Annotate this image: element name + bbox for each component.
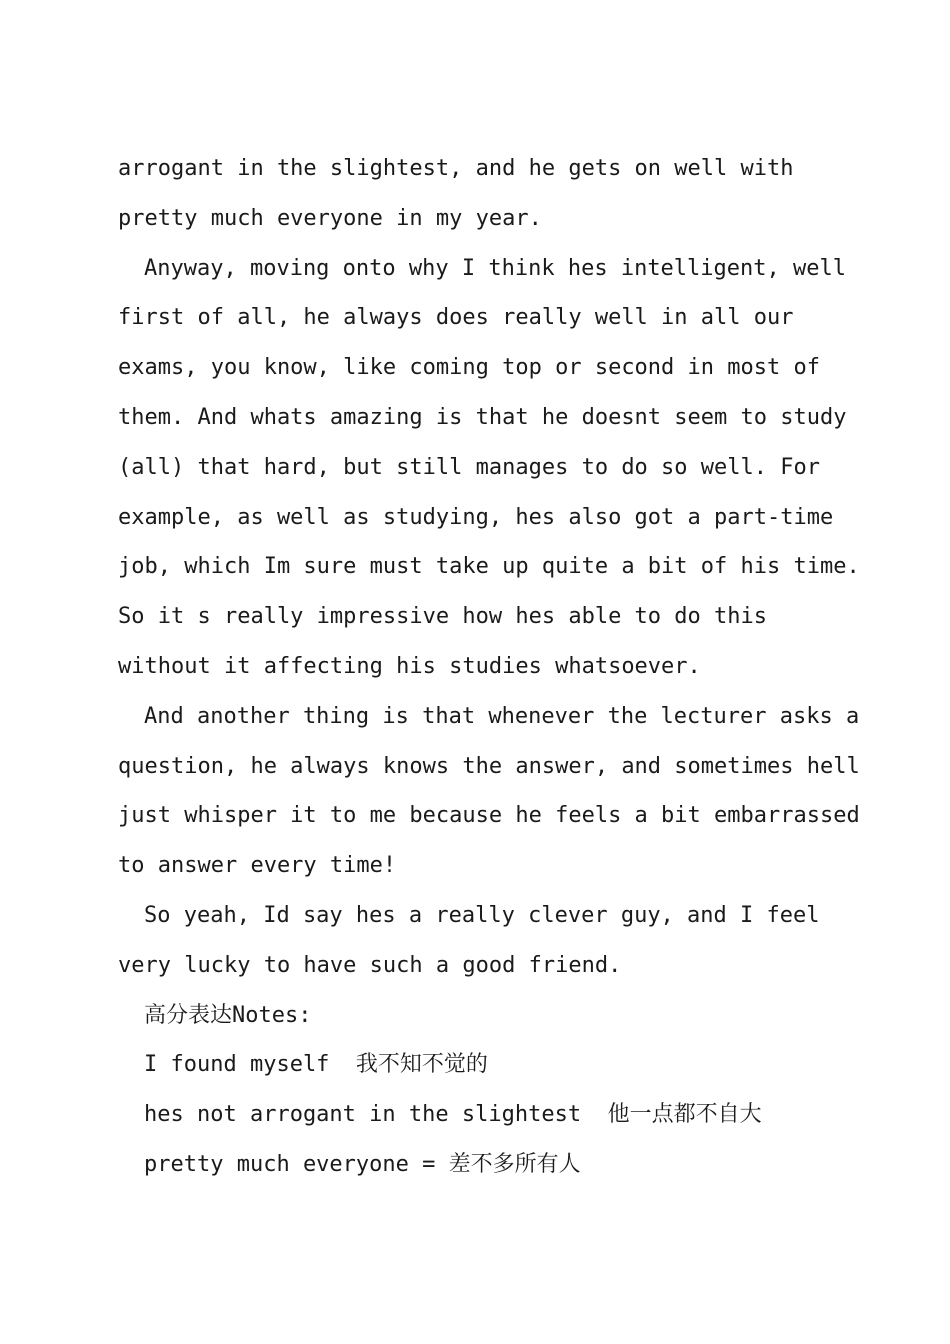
text-line: exams, you know, like coming top or second in most of (118, 355, 820, 381)
text-line: So yeah, Id say hes a really clever guy, and I feel (144, 902, 820, 928)
text-line: arrogant in the slightest, and he gets on well with (118, 156, 794, 181)
note-line: pretty much everyone = 差不多所有人 (144, 1151, 581, 1177)
text-line: So it s really impressive how hes able to do this (118, 604, 768, 630)
text-line: Anyway, moving onto why I think hes intelligent, well (144, 255, 846, 281)
text-line: job, which Im sure must take up quite a bit of his time. (118, 554, 860, 580)
text-line: without it affecting his studies whatsoever. (118, 653, 701, 679)
notes-heading: 高分表达Notes: (144, 1002, 312, 1028)
note-line: hes not arrogant in the slightest 他一点都不自大 (144, 1102, 762, 1128)
text-line: just whisper it to me because he feels a bit embarrassed (118, 803, 860, 829)
text-line: And another thing is that whenever the lecturer asks a (144, 703, 860, 729)
document-body (118, 144, 860, 1190)
text-line: first of all, he always does really well in all our (118, 305, 794, 331)
text-line: question, he always knows the answer, and sometimes hell (118, 753, 860, 779)
text-line: to answer every time! (118, 853, 397, 879)
note-line: I found myself 我不知不觉的 (144, 1052, 488, 1078)
text-line: (all) that hard, but still manages to do so well. For (118, 454, 820, 480)
text-line: them. And whats amazing is that he doesnt seem to study (118, 404, 847, 430)
text-line: pretty much everyone in my year. (118, 205, 542, 231)
text-line: example, as well as studying, hes also got a part-time (118, 504, 834, 530)
text-line: very lucky to have such a good friend. (118, 952, 622, 978)
